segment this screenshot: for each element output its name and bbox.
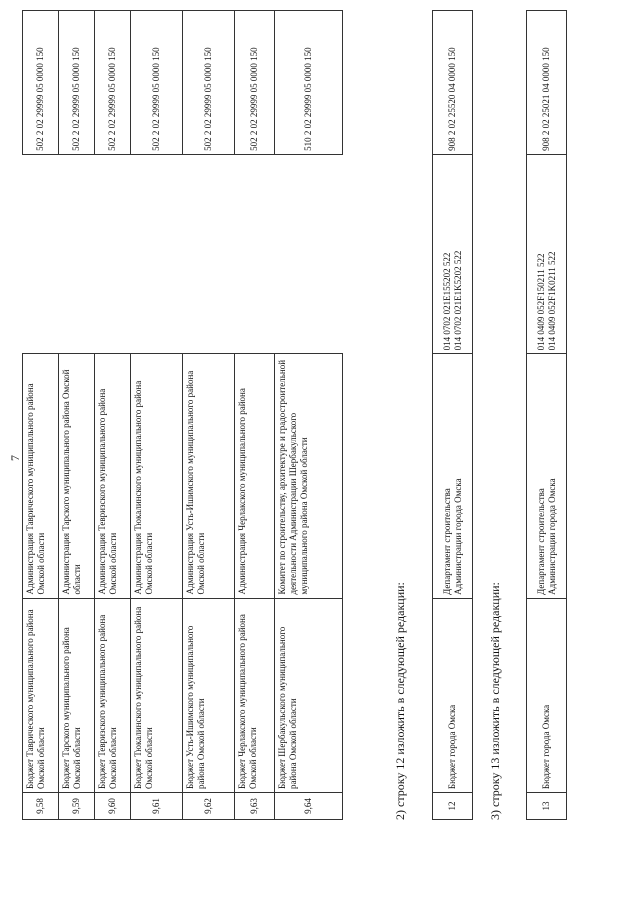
revenue-code: 502 2 02 29999 05 0000 150	[235, 11, 275, 155]
row-number: 12	[433, 793, 473, 820]
revenue-code: 502 2 02 29999 05 0000 150	[59, 11, 95, 155]
revenue-code: 908 2 02 25520 04 0000 150	[433, 11, 473, 155]
admin-cell: Администрация Черлакского муниципального района	[235, 354, 275, 598]
empty-cell	[131, 154, 183, 353]
table-row	[59, 11, 95, 820]
empty-cell	[275, 154, 343, 353]
admin-line: Департамент строительства	[535, 488, 546, 595]
budget-cell: Бюджет Черлакского муниципального района Омской области	[235, 598, 275, 793]
budget-cell: Бюджет Тарского муниципального района Омской области	[59, 598, 95, 793]
revenue-code: 510 2 02 29999 05 0000 150	[275, 11, 343, 155]
empty-cell	[235, 154, 275, 353]
table-row	[23, 11, 59, 820]
instruction-row-12: 2) строку 12 изложить в следующей редакции:	[393, 582, 407, 820]
table-row	[183, 11, 235, 820]
empty-cell	[183, 154, 235, 353]
row-number: 9,61	[131, 793, 183, 820]
admin-cell: Администрация Тюкалинского муниципального района Омской области	[131, 354, 183, 598]
revenue-code: 502 2 02 29999 05 0000 150	[131, 11, 183, 155]
admin-cell: Комитет по строительству, архитектуре и градостроительной деятельности Администрации Шербакульского муниципального района Омской области	[275, 354, 343, 598]
empty-cell	[23, 154, 59, 353]
main-table	[22, 10, 343, 820]
row-number: 9,64	[275, 793, 343, 820]
table-row	[95, 11, 131, 820]
table-row	[235, 11, 275, 820]
admin-line: Администрации города Омска	[546, 478, 557, 595]
budget-cell: Бюджет Шербакульского муниципального района Омской области	[275, 598, 343, 793]
row-number: 9,62	[183, 793, 235, 820]
row-number: 9,58	[23, 793, 59, 820]
budget-code-line: 014 0702 021E155202 522	[441, 252, 452, 351]
budget-cell: Бюджет Таврического муниципального района Омской области	[23, 598, 59, 793]
admin-line: Департамент строительства	[441, 488, 452, 595]
revenue-code: 502 2 02 29999 05 0000 150	[23, 11, 59, 155]
admin-cell: Администрация Усть-Ишимского муниципального района Омской области	[183, 354, 235, 598]
table-row	[527, 11, 567, 820]
table-row	[131, 11, 183, 820]
budget-cell: Бюджет города Омска	[433, 598, 473, 792]
row-number: 13	[527, 793, 567, 820]
admin-cell: Администрация Тарского муниципального района Омской области	[59, 354, 95, 598]
empty-cell	[59, 154, 95, 353]
revenue-code: 502 2 02 29999 05 0000 150	[183, 11, 235, 155]
budget-cell: Бюджет Тевризского муниципального района Омской области	[95, 598, 131, 793]
row-12-table	[432, 10, 473, 820]
instruction-row-13: 3) строку 13 изложить в следующей редакции:	[488, 582, 502, 820]
budget-code-line: 014 0409 052F150211 522	[535, 253, 546, 351]
admin-cell: Администрация Таврического муниципального района Омской области	[23, 354, 59, 598]
row-number: 9,59	[59, 793, 95, 820]
row-13-table	[526, 10, 567, 820]
revenue-code: 502 2 02 29999 05 0000 150	[95, 11, 131, 155]
table-row	[433, 11, 473, 820]
budget-cell: Бюджет Усть-Ишимского муниципального района Омской области	[183, 598, 235, 793]
budget-code-line: 014 0409 052F1K0211 522	[546, 251, 557, 351]
admin-cell	[527, 354, 567, 598]
empty-cell	[95, 154, 131, 353]
admin-line: Администрации города Омска	[452, 478, 463, 595]
revenue-code: 908 2 02 25021 04 0000 150	[527, 11, 567, 155]
table-row	[275, 11, 343, 820]
budget-code-line: 014 0702 021E1K5202 522	[452, 250, 463, 351]
row-number: 9,60	[95, 793, 131, 820]
budget-cell: Бюджет Тюкалинского муниципального района Омской области	[131, 598, 183, 793]
row-number: 9,63	[235, 793, 275, 820]
page-number: 7	[8, 455, 22, 461]
admin-cell: Администрация Тевризского муниципального района Омской области	[95, 354, 131, 598]
codes-cell	[527, 154, 567, 354]
admin-cell	[433, 354, 473, 598]
budget-cell: Бюджет города Омска	[527, 598, 567, 792]
codes-cell	[433, 154, 473, 354]
